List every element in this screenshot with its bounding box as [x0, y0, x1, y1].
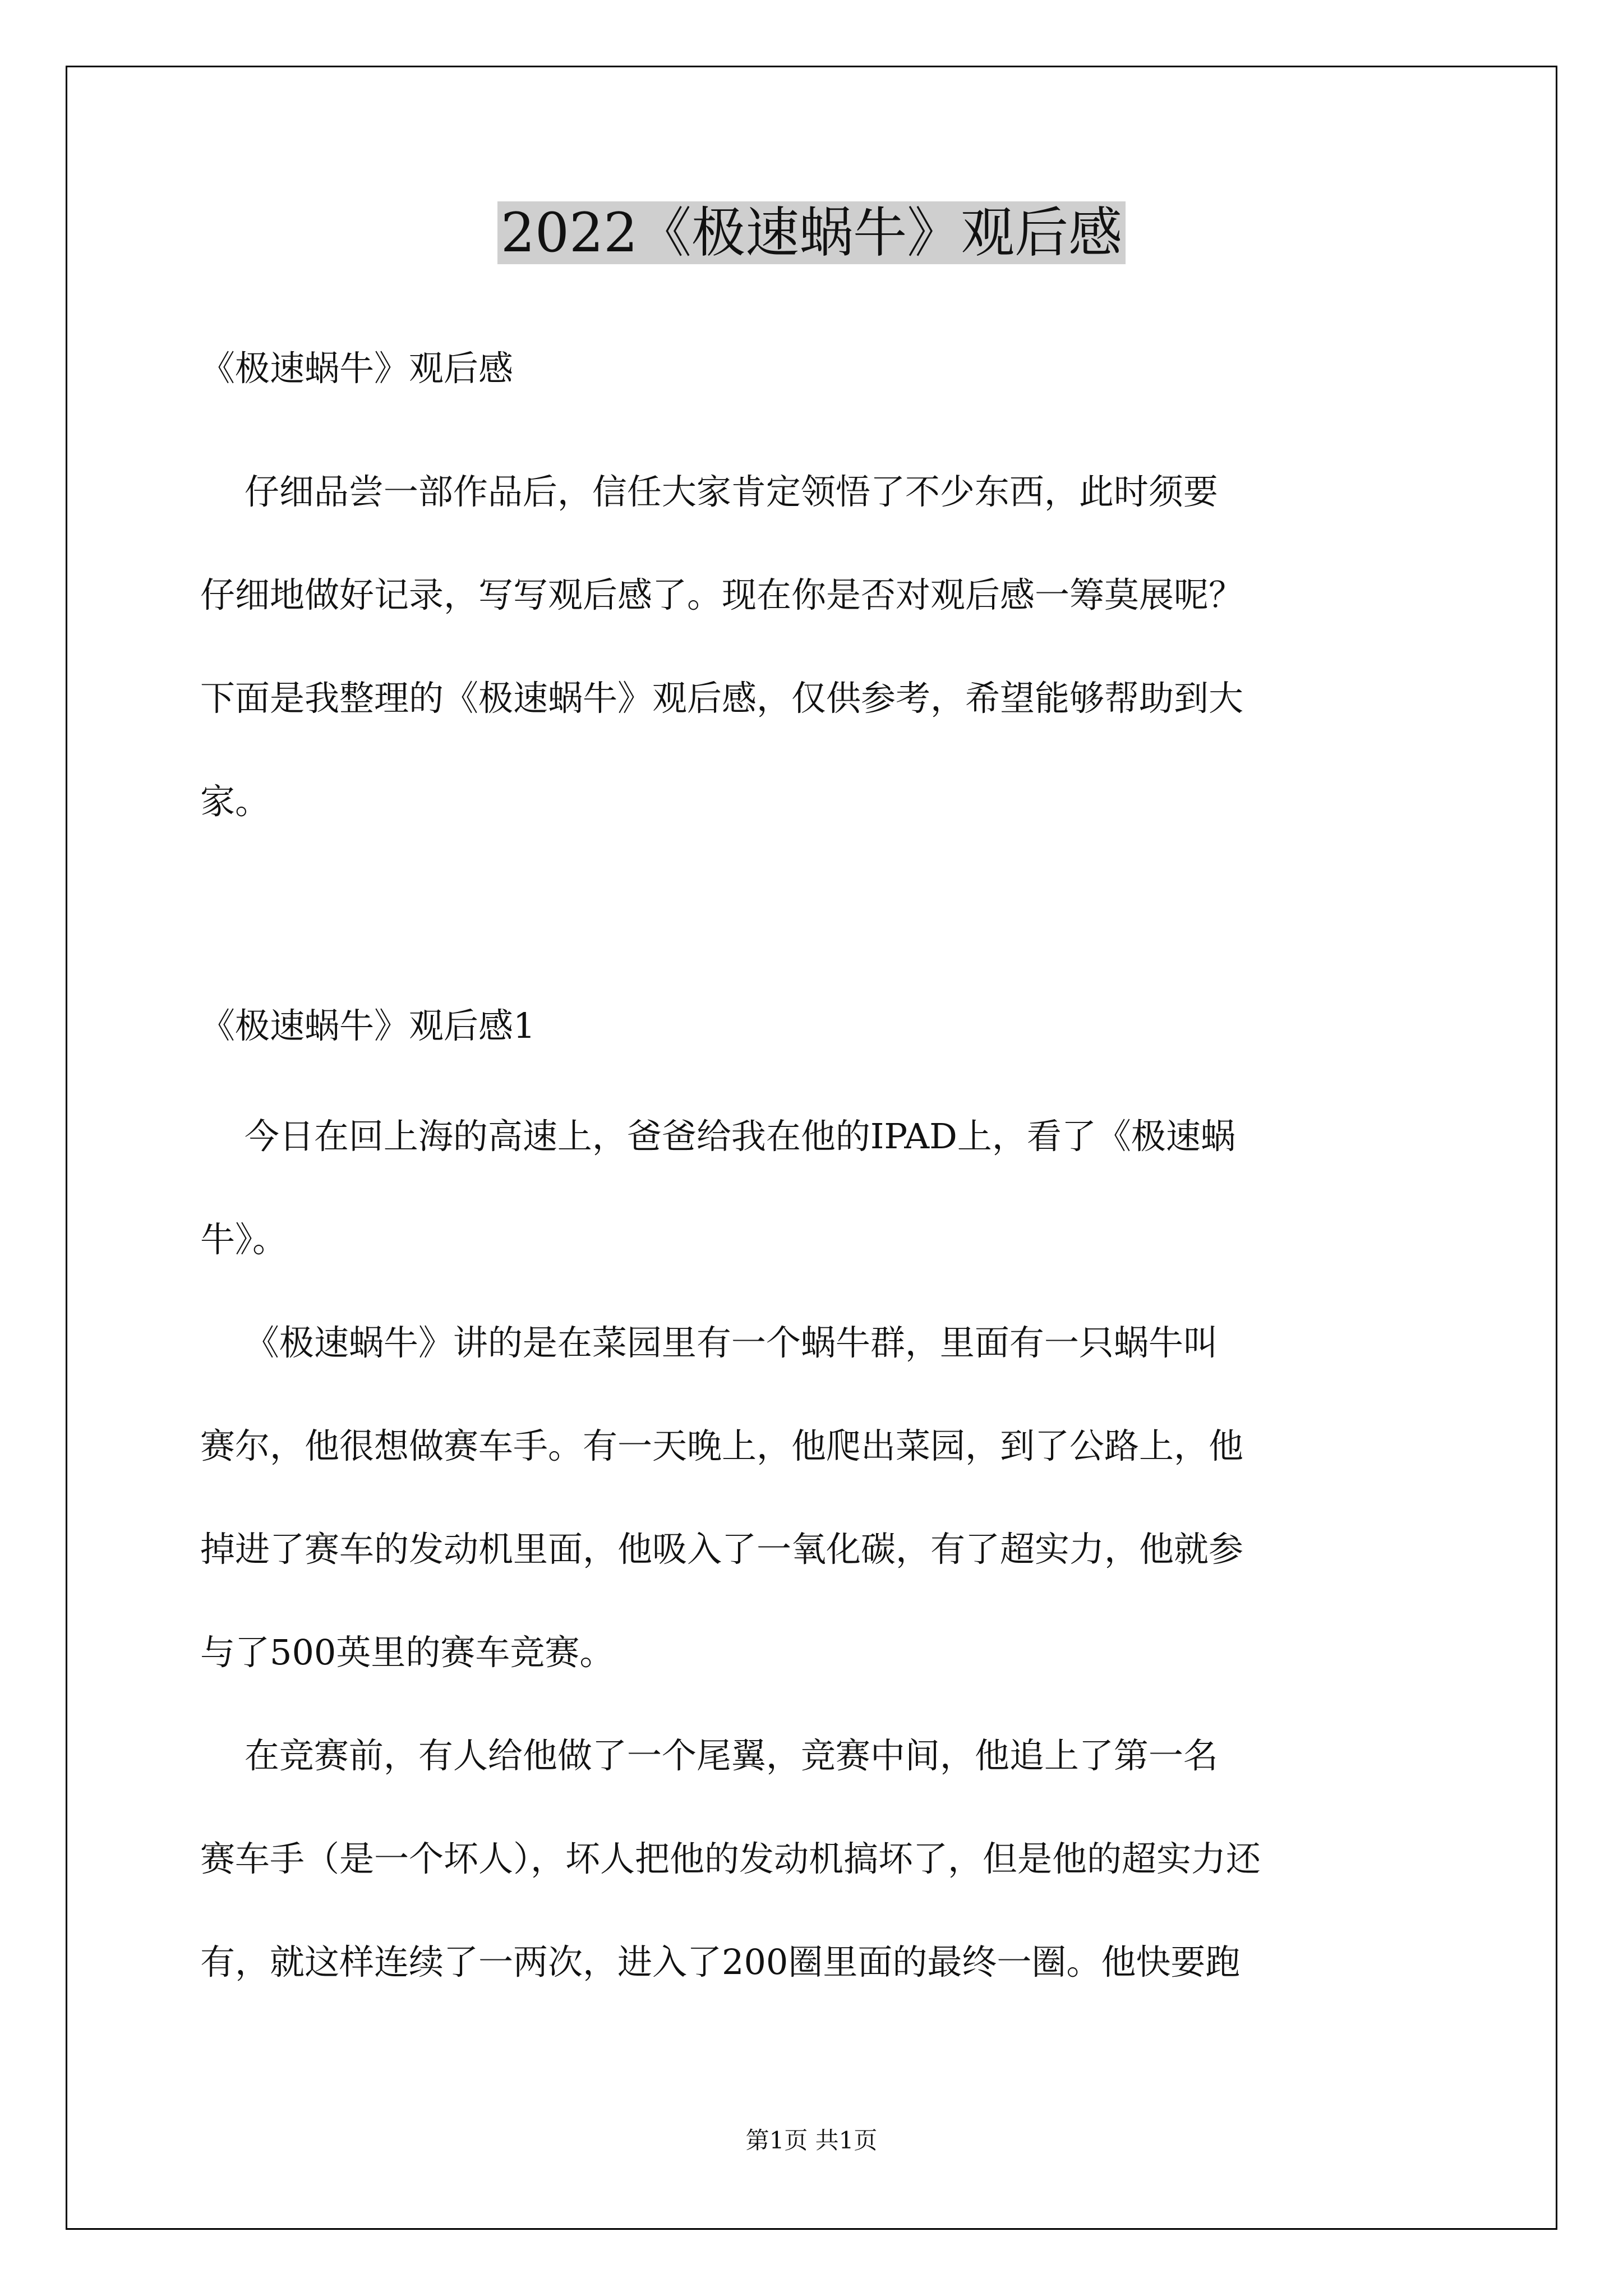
paragraph-line: 仔细地做好记录，写写观后感了。现在你是否对观后感一筹莫展呢？ [200, 574, 1244, 615]
section-heading: 《极速蜗牛》观后感 [200, 348, 514, 389]
paragraph-line: 赛车手（是一个坏人），坏人把他的发动机搞坏了，但是他的超实力还 [200, 1838, 1261, 1879]
section-heading: 《极速蜗牛》观后感1 [200, 1005, 536, 1046]
page-footer: 第1页 共1页 [745, 2127, 878, 2154]
paragraph-line: 今日在回上海的高速上，爸爸给我在他的IPAD上，看了《极速蜗 [200, 1116, 1235, 1157]
paragraph-line: 下面是我整理的《极速蜗牛》观后感，仅供参考，希望能够帮助到大 [200, 678, 1244, 719]
paragraph-line: 赛尔，他很想做赛车手。有一天晚上，他爬出菜园，到了公路上，他 [200, 1425, 1244, 1466]
paragraph-line: 在竞赛前，有人给他做了一个尾翼，竞赛中间，他追上了第一名 [200, 1735, 1218, 1776]
paragraph-line: 掉进了赛车的发动机里面，他吸入了一氧化碳，有了超实力，他就参 [200, 1529, 1244, 1570]
paragraph-line: 与了500英里的赛车竞赛。 [200, 1632, 615, 1673]
document-title: 2022《极速蜗牛》观后感 [0, 194, 1623, 272]
paragraph-line: 牛》。 [200, 1219, 288, 1260]
paragraph-line: 有，就这样连续了一两次，进入了200圈里面的最终一圈。他快要跑 [200, 1941, 1241, 1982]
paragraph-line: 家。 [200, 781, 270, 822]
paragraph-line: 《极速蜗牛》讲的是在菜园里有一个蜗牛群，里面有一只蜗牛叫 [200, 1322, 1218, 1363]
paragraph-line: 仔细品尝一部作品后，信任大家肯定领悟了不少东西，此时须要 [200, 471, 1218, 512]
